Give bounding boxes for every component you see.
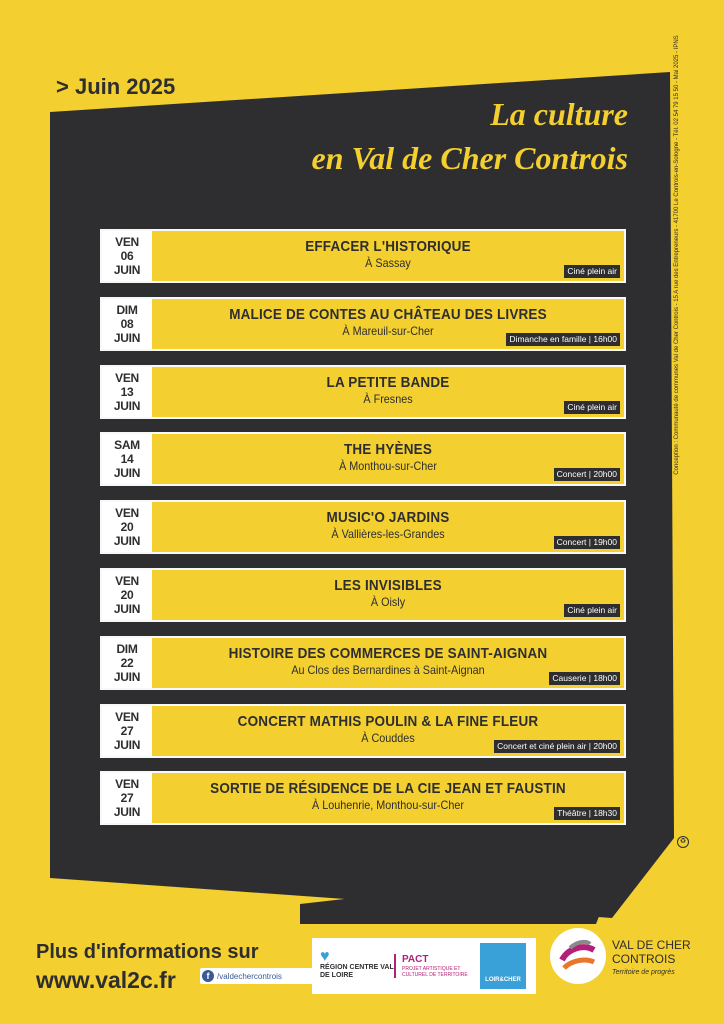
event-row bbox=[100, 568, 626, 622]
facebook-icon: f bbox=[202, 970, 214, 982]
event-title: SORTIE DE RÉSIDENCE DE LA CIE JEAN ET FAUSTIN bbox=[210, 780, 566, 797]
event-month: JUIN bbox=[113, 670, 141, 684]
event-day-number: 14 bbox=[120, 452, 134, 466]
event-tag: Ciné plein air bbox=[564, 401, 620, 414]
event-title: CONCERT MATHIS POULIN & LA FINE FLEUR bbox=[237, 713, 539, 730]
event-title: LES INVISIBLES bbox=[334, 577, 442, 594]
event-date bbox=[102, 299, 152, 349]
info-block bbox=[36, 938, 259, 994]
pact-logo-subtitle: PROJET ARTISTIQUE ET CULTUREL DE TERRITOIRE bbox=[402, 966, 468, 978]
event-tag: Causerie | 18h00 bbox=[549, 672, 620, 685]
event-month: JUIN bbox=[113, 805, 141, 819]
event-date bbox=[102, 638, 152, 688]
community-name bbox=[612, 938, 691, 980]
event-tag: Concert et ciné plein air | 20h00 bbox=[494, 740, 620, 753]
event-location: À Louhenrie, Monthou-sur-Cher bbox=[312, 798, 464, 812]
info-text: Plus d'informations sur bbox=[36, 941, 259, 963]
event-date bbox=[102, 367, 152, 417]
event-details bbox=[152, 773, 624, 823]
event-title: LA PETITE BANDE bbox=[326, 374, 450, 391]
event-day-number: 13 bbox=[120, 385, 134, 399]
event-date bbox=[102, 502, 152, 552]
event-details bbox=[152, 706, 624, 756]
event-month: JUIN bbox=[113, 263, 141, 277]
recycle-icon: ♻ bbox=[677, 836, 689, 848]
event-details bbox=[152, 367, 624, 417]
event-day: VEN bbox=[115, 710, 139, 724]
event-title: MUSIC'O JARDINS bbox=[326, 509, 450, 526]
pact-logo-title: PACT bbox=[402, 954, 429, 965]
event-location: À Oisly bbox=[370, 595, 406, 609]
community-tagline: Territoire de progrès bbox=[612, 969, 675, 976]
event-title: HISTOIRE DES COMMERCES DE SAINT-AIGNAN bbox=[228, 645, 548, 662]
event-title: EFFACER L'HISTORIQUE bbox=[305, 238, 471, 255]
event-location: À Sassay bbox=[365, 256, 411, 270]
region-logo-text: RÉGION CENTRE VAL DE LOIRE bbox=[320, 963, 394, 979]
event-row bbox=[100, 432, 626, 486]
event-location: À Monthou-sur-Cher bbox=[339, 459, 437, 473]
event-day-number: 08 bbox=[120, 317, 134, 331]
event-title: MALICE DE CONTES AU CHÂTEAU DES LIVRES bbox=[229, 306, 547, 323]
event-date bbox=[102, 570, 152, 620]
event-tag: Dimanche en famille | 16h00 bbox=[506, 333, 620, 346]
event-details bbox=[152, 299, 624, 349]
event-day: DIM bbox=[116, 642, 138, 656]
event-month: JUIN bbox=[113, 399, 141, 413]
event-details bbox=[152, 434, 624, 484]
event-day-number: 20 bbox=[120, 588, 134, 602]
event-date bbox=[102, 706, 152, 756]
partner-logos bbox=[312, 938, 536, 994]
region-logo bbox=[312, 947, 394, 980]
event-day-number: 22 bbox=[120, 656, 134, 670]
event-day: VEN bbox=[115, 777, 139, 791]
event-date bbox=[102, 231, 152, 281]
event-tag: Concert | 20h00 bbox=[554, 468, 620, 481]
facebook-handle: /valdechercontrois bbox=[217, 971, 282, 981]
loir-et-cher-logo: LOIR&CHER bbox=[480, 943, 526, 989]
event-day: DIM bbox=[116, 303, 138, 317]
event-day-number: 27 bbox=[120, 724, 134, 738]
event-month: JUIN bbox=[113, 738, 141, 752]
event-day: SAM bbox=[114, 438, 140, 452]
event-month: JUIN bbox=[113, 466, 141, 480]
event-row bbox=[100, 229, 626, 283]
event-day: VEN bbox=[115, 371, 139, 385]
event-tag: Théâtre | 18h30 bbox=[554, 807, 620, 820]
event-details bbox=[152, 502, 624, 552]
event-month: JUIN bbox=[113, 331, 141, 345]
event-location: Au Clos des Bernardines à Saint-Aignan bbox=[291, 663, 485, 677]
event-title: THE HYÈNES bbox=[343, 441, 433, 458]
event-row bbox=[100, 704, 626, 758]
event-day: VEN bbox=[115, 574, 139, 588]
event-location: À Couddes bbox=[361, 731, 415, 745]
event-row bbox=[100, 636, 626, 690]
event-row bbox=[100, 500, 626, 554]
event-tag: Ciné plein air bbox=[564, 265, 620, 278]
title-line-2: en Val de Cher Controis bbox=[311, 140, 628, 176]
event-tag: Ciné plein air bbox=[564, 604, 620, 617]
pact-logo bbox=[394, 954, 476, 978]
event-date bbox=[102, 773, 152, 823]
event-day: VEN bbox=[115, 235, 139, 249]
event-row bbox=[100, 771, 626, 825]
event-location: À Fresnes bbox=[363, 392, 413, 406]
event-location: À Vallières-les-Grandes bbox=[331, 527, 445, 541]
month-label: > Juin 2025 bbox=[56, 74, 176, 99]
community-name-line-2: CONTROIS bbox=[612, 952, 676, 966]
event-row bbox=[100, 365, 626, 419]
event-day-number: 20 bbox=[120, 520, 134, 534]
event-day: VEN bbox=[115, 506, 139, 520]
event-details bbox=[152, 231, 624, 281]
facebook-link[interactable] bbox=[200, 968, 322, 984]
credit-text: Conception : Communauté de communes Val de Cher Controis - 15 A rue des Entrepreneurs - 41700 Le Controis-en-Sologne - Tél. 02 54 79 15 50 - Mai 2025 - IPNS bbox=[674, 35, 680, 475]
community-name-line-1: VAL DE CHER bbox=[612, 938, 691, 952]
event-location: À Mareuil-sur-Cher bbox=[342, 324, 434, 338]
heart-icon: ♥ bbox=[320, 947, 330, 965]
event-month: JUIN bbox=[113, 602, 141, 616]
event-row bbox=[100, 297, 626, 351]
community-logo-icon bbox=[548, 926, 608, 986]
event-month: JUIN bbox=[113, 534, 141, 548]
event-details bbox=[152, 570, 624, 620]
event-details bbox=[152, 638, 624, 688]
event-day-number: 06 bbox=[120, 249, 134, 263]
event-day-number: 27 bbox=[120, 791, 134, 805]
page-title bbox=[311, 92, 628, 180]
website-link[interactable]: www.val2c.fr bbox=[36, 967, 176, 993]
event-date bbox=[102, 434, 152, 484]
event-tag: Concert | 19h00 bbox=[554, 536, 620, 549]
title-line-1: La culture bbox=[490, 96, 628, 132]
